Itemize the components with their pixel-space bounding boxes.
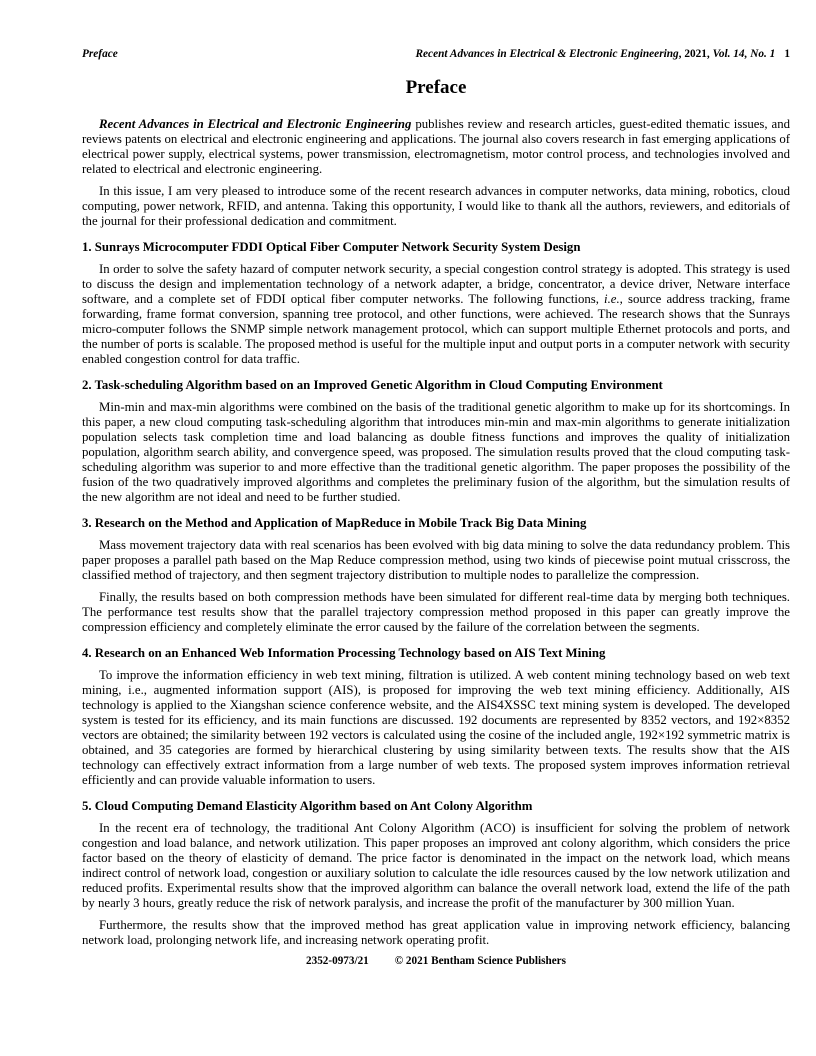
section-4-heading: 4. Research on an Enhanced Web Information Processing Technology based on AIS Text Mining [82, 646, 606, 660]
section-3-paragraph-2: Finally, the results based on both compression methods have been simulated for different real-time data by merging both techniques. The performance test results show that the parallel trajectory compression method proposed in this paper can greatly improve the compression efficiency and completely eliminate the error caused by the failure of the correlation between the segments. [82, 590, 790, 634]
section-1-paragraph [82, 262, 790, 367]
section-3-paragraph-1: Mass movement trajectory data with real scenarios has been evolved with big data mining to solve the data redundancy problem. This paper proposes a parallel path based on the Map Reduce compression method, using two kinds of piecewise point mutual crisscross, the classified method of trajectory, and then segment trajectory distribution to multiple nodes to parallelize the compression. [82, 538, 790, 582]
section-3-heading: 3. Research on the Method and Application of MapReduce in Mobile Track Big Data Mining [82, 516, 587, 530]
section-1-text-before: In order to solve the safety hazard of computer network security, a special congestion control strategy is adopted. This strategy is used to discuss the design and implementation technology of a network adapter, a bridge, concentrator, a device driver, Netware interface software, and a complete set of FDDI optical fiber computer networks. The following functions, [82, 262, 790, 306]
running-head-left: Preface [82, 48, 118, 60]
intro-paragraph-1-text: publishes review and research articles, guest-edited thematic issues, and reviews patents on electrical and electronic engineering and applications. The journal also covers research in fast emerging applications of electrical power supply, electrical systems, power transmission, electromagnetism, motor control process, and technologies involved and related to electrical and electronic engineering. [82, 117, 790, 176]
journal-name-lead: Recent Advances in Electrical and Electronic Engineering [99, 117, 412, 131]
section-5-heading: 5. Cloud Computing Demand Elasticity Algorithm based on Ant Colony Algorithm [82, 799, 533, 813]
journal-name: Recent Advances in Electrical & Electronic Engineering [415, 48, 679, 60]
section-1-text-after: source address tracking, frame forwarding, frame format conversion, spanning tree protocol, and other functions, were achieved. The research shows that the Sunrays micro-computer follows the SNMP simple network management protocol, which can support multiple Ethernet protocols and ports, and the number of ports is scalable. The proposed method is useful for the multiple input and output ports in a computer network with security enabled congestion control for data traffic. [82, 292, 790, 366]
section-2-paragraph: Min-min and max-min algorithms were combined on the basis of the traditional genetic algorithm to make up for its shortcomings. In this paper, a new cloud computing task-scheduling algorithm that introduces min-min and max-min algorithms to generate initialization population selects task completion time and load balancing as double fitness functions and improves the quality of initialization population, algorithm search ability, and convergence speed, was proposed. The simulation results proved that the cloud computing task-scheduling algorithm was superior to and more effective than the traditional genetic algorithm. The paper proposes the possibility of the fusion of the two quadratively improved algorithms and completes the preliminary fusion of the algorithm, but the simulation results of the new algorithm are not ideal and need to be further studied. [82, 400, 790, 504]
intro-paragraph-2: In this issue, I am very pleased to introduce some of the recent research advances in computer networks, data mining, robotics, cloud computing, power network, RFID, and antenna. Taking this opportunity, I would like to thank all the authors, reviewers, and editorials of the journal for their professional dedication and commitment. [82, 184, 790, 228]
intro-paragraph-1 [82, 117, 790, 177]
running-head-right [416, 48, 791, 61]
section-1-heading: 1. Sunrays Microcomputer FDDI Optical Fiber Computer Network Security System Design [82, 240, 581, 254]
journal-volume: Vol. 14, No. 1 [712, 48, 776, 60]
running-header [82, 48, 790, 61]
page-number: 1 [784, 48, 790, 60]
footer-imprint [82, 955, 790, 967]
section-5-paragraph-1: In the recent era of technology, the traditional Ant Colony Algorithm (ACO) is insufficient for solving the problem of network congestion and load balance, and network utilization. This paper proposes an improved ant colony algorithm, which considers the price factor based on the theory of elasticity of demand. The price factor is denominated in the impact on the network load, which means indirect control of network load, congestion or auxiliary solution to calculate the idle resources caused by the low network utilization and reduced profits. Experimental results show that the improved algorithm can balance the overall network load, extend the life of the path by nearly 3 hours, greatly reduce the risk of network paralysis, and increase the profit of the manufacturer by 300 million Yuan. [82, 821, 790, 910]
section-1-ie-italic: i.e., [604, 292, 623, 306]
section-5-paragraph-2: Furthermore, the results show that the improved method has great application value in improving network efficiency, balancing network load, prolonging network life, and increasing network operating profit. [82, 918, 790, 947]
page-title: Preface [405, 77, 467, 98]
footer-copyright: © 2021 Bentham Science Publishers [394, 955, 566, 967]
footer-issn: 2352-0973/21 [306, 955, 369, 967]
journal-year: , 2021, [678, 48, 713, 60]
section-2-heading: 2. Task-scheduling Algorithm based on an Improved Genetic Algorithm in Cloud Computing Environment [82, 378, 663, 392]
section-4-paragraph: To improve the information efficiency in web text mining, filtration is utilized. A web content mining technology based on web text mining, i.e., augmented information support (AIS), is proposed for improving the web text mining efficiency. Additionally, AIS technology is applied to the Xiangshan science conference website, and the AIS4XSSC text mining system is developed. The developed system is tested for its efficiency, and its main functions are discussed. 192 documents are represented by 8352 vectors, and 192×8352 vectors are obtained; the similarity between 192 vectors is calculated using the cosine of the included angle, 192×192 symmetric matrix is obtained, and 35 categories are formed by hierarchical clustering by using similarity between texts. The results show that the AIS technology can effectively extract information from a large number of web texts. The proposed system improves information retrieval efficiently and can provide valuable information to users. [82, 668, 790, 787]
